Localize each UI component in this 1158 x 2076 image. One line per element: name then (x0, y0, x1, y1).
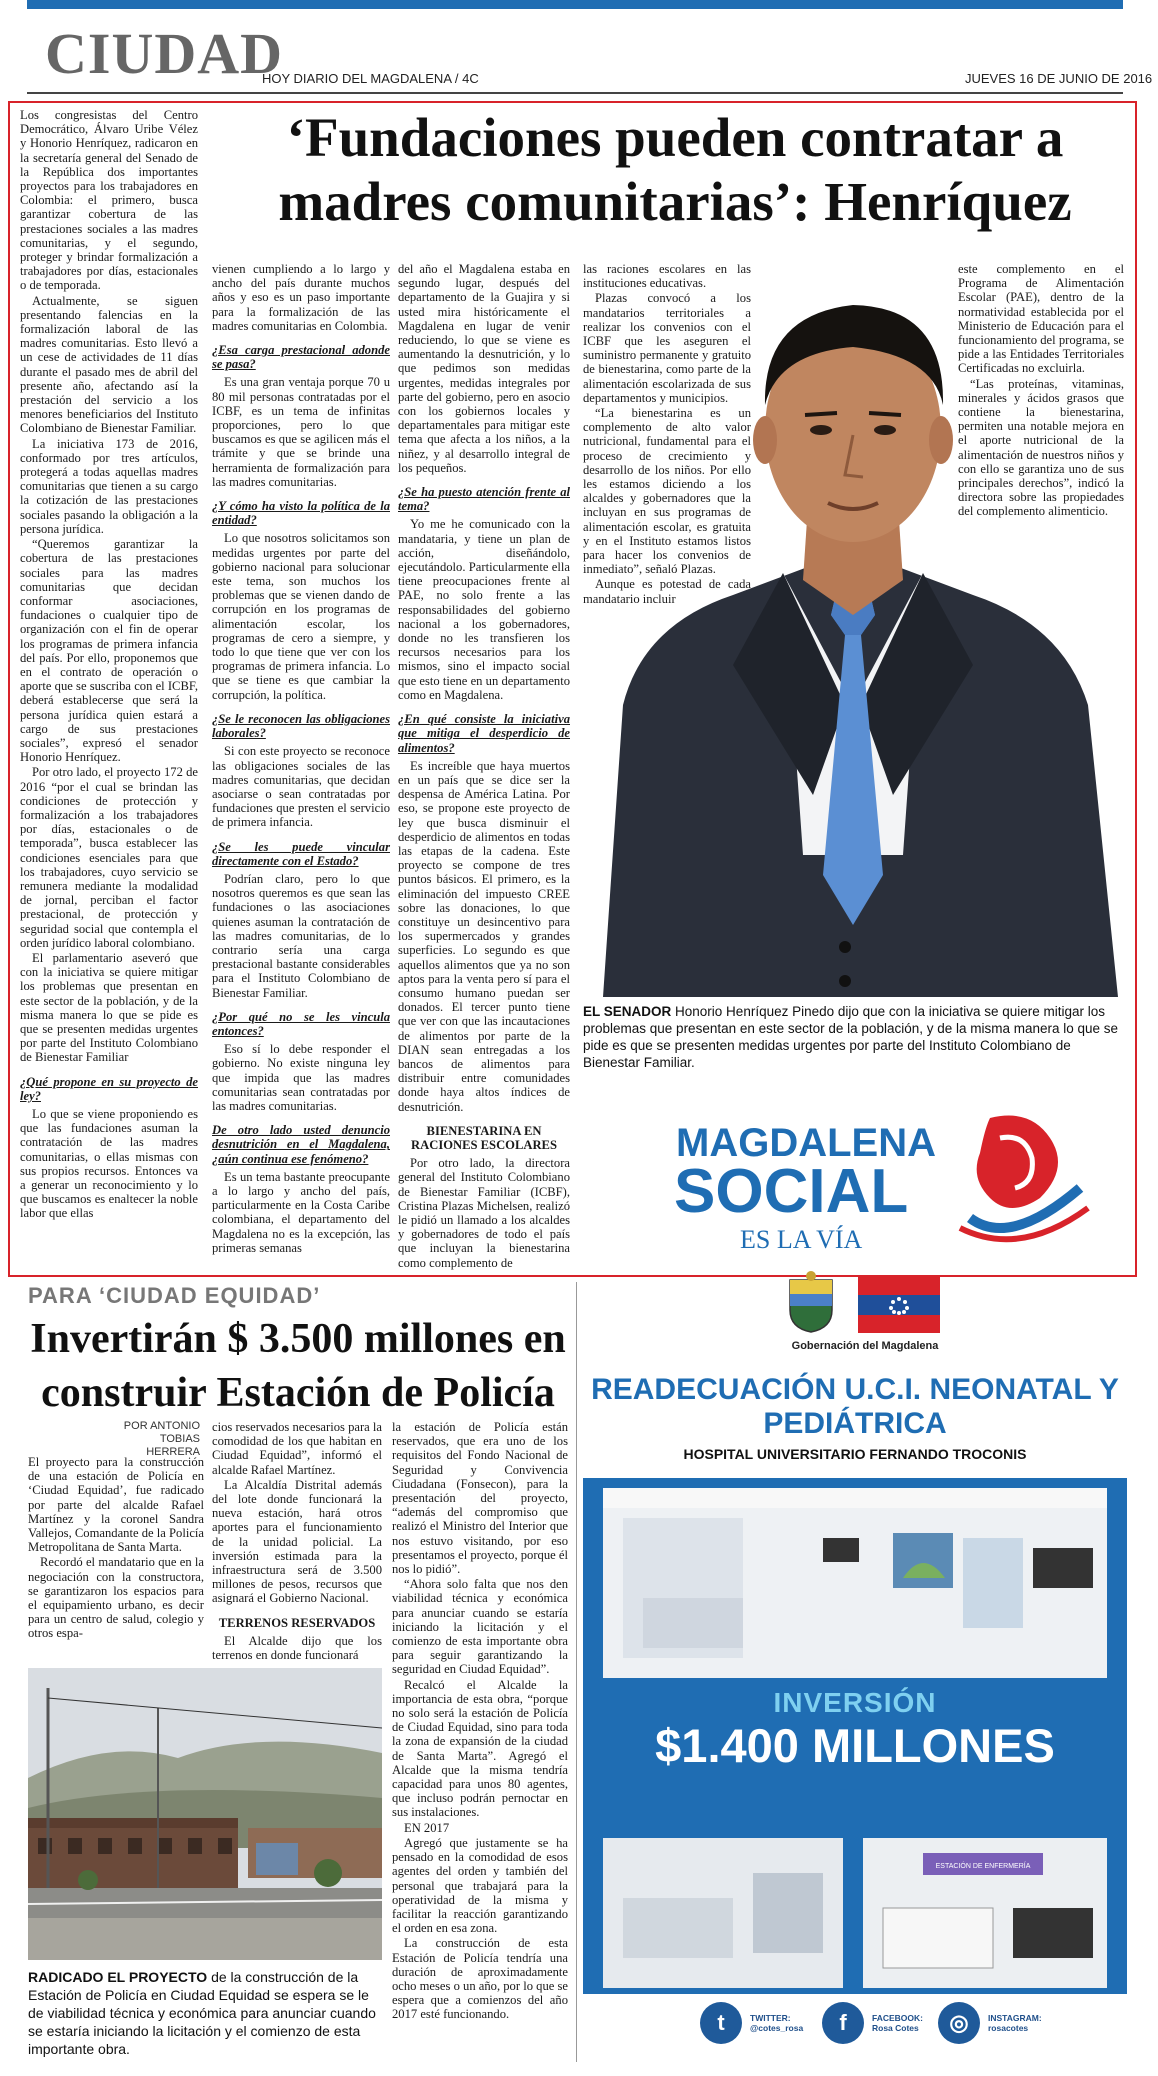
answer-paragraph: Lo que se viene proponiendo es que las fundaciones asuman la contratación de las madres comunitarias, o ellas mismas con sus propios recursos. Entonces va a generar un reconocimiento y lo que buscamos es enaltecer la noble labor que ellas (20, 1107, 198, 1221)
photo-caption (583, 1003, 1128, 1071)
answer-paragraph: Es una gran ventaja porque 70 u 80 mil personas contratadas por el ICBF, es un tema de infinitas proporciones, pero lo que buscamos es que se agilicen más el trámite y que se brinde una herramienta de formalización para las madres comunitarias. (212, 375, 390, 489)
question-heading: ¿En qué consiste la iniciativa que mitiga el desperdicio de alimentos? (398, 712, 570, 755)
answer-paragraph: Si con este proyecto se reconoce las obligaciones sociales de las madres comunitarias, que decidan asociarse o sean contratadas por fundaciones que presten el servicio de primera infancia. (212, 744, 390, 830)
publication-info: HOY DIARIO DEL MAGDALENA / 4C (262, 71, 479, 86)
paragraph: “Queremos garantizar la cobertura de las prestaciones sociales para las madres comunitarias que decidan conformar asociaciones, fundaciones o cualquier tipo de organización con el fin de operar los programas de primera infancia del país. Por ello, proponemos que en el contrato de operación o aporte que se suscriba con el ICBF, deberá establecerse que será la persona jurídica quien estará a cargo de sus prestaciones sociales”, expresó el senador Honorio Henríquez. (20, 537, 198, 765)
question-heading: ¿Esa carga prestacional adonde se pasa? (212, 343, 390, 372)
paragraph: este complemento en el Programa de Alimentación Escolar (PAE), dentro de la normatividad establecida por el Ministerio de Educación para el funcionamiento del programa, se pide a las Entidades Territoriales Certificadas no excluirla. (958, 262, 1124, 376)
main-story-column-2 (212, 262, 390, 1256)
question-heading: ¿Qué propone en su proyecto de ley? (20, 1074, 198, 1103)
main-headline: ‘Fundaciones pueden contratar a madres comunitarias’: Henríquez (278, 107, 1072, 232)
question-heading: ¿Por qué no se les vincula entonces? (212, 1009, 390, 1038)
answer-paragraph: Lo que nosotros solicitamos son medidas urgentes por parte del gobierno nacional para solucionar este tema, son muchos los problemas que se vienen dando de corrupción en los programas de alimentación escolar, los programas de cero a siempre, y todo lo que tiene que ver con los programas de primera infancia. Lo que se tiene es que cambiar la corrupción, la política. (212, 531, 390, 702)
question-heading: ¿Se les puede vincular directamente con el Estado? (212, 839, 390, 868)
housing-illustration (28, 1668, 382, 1960)
paragraph: las raciones escolares en las instituciones educativas. (583, 262, 751, 291)
second-story-kicker: PARA ‘CIUDAD EQUIDAD’ (28, 1283, 321, 1308)
paragraph: Los congresistas del Centro Democrático, Álvaro Uribe Vélez y Honorio Henríquez, radicaron en la secretaría general del Senado de la República dos importantes proyectos para los trabajadores en Colombia: el primero, busca garantizar cobertura de las prestaciones sociales a las madres comunitarias, y el segundo, proteger y brindar formalización a trabajadores por días, estacionales o de temporada. (20, 108, 198, 293)
caption-lead: EL SENADOR (583, 1004, 672, 1019)
paragraph: El Alcalde dijo que los terrenos en donde funcionará (212, 1633, 382, 1663)
brand-line-2: SOCIAL (674, 1157, 909, 1226)
magdalena-flag-icon (858, 1277, 940, 1333)
column-divider (576, 1282, 577, 2062)
main-story-column-4 (583, 262, 751, 607)
answer-paragraph: Eso sí lo debe responder el gobierno. No existe ninguna ley que impida que las madres comunitarias sean contratadas por las madres comunitarias. (212, 1042, 390, 1113)
question-heading: ¿Se ha puesto atención frente al tema? (398, 485, 570, 514)
paragraph: Agregó que justamente se ha pensado en la comodidad de esos agentes del orden y también del personal que trabajará para la operatividad de la misma y facilitar la reacción garantizando el orden en esa zona. (392, 1835, 568, 1936)
instagram-text: INSTAGRAM: rosacotes (988, 2013, 1042, 2033)
second-photo-caption (28, 1968, 388, 2058)
paragraph: La construcción de esta Estación de Policía tendría una duración de aproximadamente ocho meses o un año, por lo que se espera que a comienzos del año 2017 esté funcionando. (392, 1936, 568, 2022)
twitter-text: TWITTER: @cotes_rosa (750, 2013, 804, 2033)
caption-text: Honorio Henríquez Pinedo dijo que con la iniciativa se quiere mitigar los problemas que presentan en este sector de la población, y de la misma manera lo que se pide es que se presenten medidas urgentes por parte del Instituto Colombiano de Bienestar Familiar. (583, 1004, 1119, 1070)
rose-icon (960, 1116, 1088, 1240)
paragraph: Aunque es potestad de cada mandatario incluir (583, 577, 751, 606)
answer-paragraph: Por otro lado, la directora general del Instituto Colombiano de Bienestar Familiar (ICBF), Cristina Plazas Michelsen, realizó le pidió un llamado a los alcaldes y gobernadores de todo el país que incluyan la bienestarina como complemento de (398, 1156, 570, 1270)
instagram-icon: ◎ (938, 2002, 980, 2044)
paragraph: cios reservados necesarios para la comodidad de los que habitan en Ciudad Equidad”, informó el alcalde Rafael Martínez. (212, 1420, 382, 1477)
paragraph: “Ahora solo falta que nos den viabilidad técnica y económica para anunciar cuando se estaría iniciando la licitación y el comienzo de esta importante obra para seguir garantizando la seguridad en Ciudad Equidad”. (392, 1577, 568, 1677)
brand-tagline: ES LA VÍA (740, 1225, 863, 1254)
section-title: CIUDAD (45, 21, 283, 86)
investment-value: $1.400 MILLONES (655, 1719, 1055, 1772)
column-4-paragraphs (583, 262, 751, 606)
paragraph: El parlamentario aseveró que con la iniciativa se quiere mitigar los problemas que presentan en este sector de la población, y de la misma manera lo que se pide es que se presenten medidas urgentes por parte del Instituto Colombiano de Bienestar Familiar (20, 950, 198, 1065)
second-column-3-paragraphs (392, 1420, 568, 2022)
magdalena-social-logo (670, 1108, 1090, 1258)
facebook-icon: f (822, 2002, 864, 2044)
paragraph: Por otro lado, el proyecto 172 de 2016 “por el cual se brindan las condiciones de protección y formalización a los trabajadores por días, estacionales o de temporada”, busca establecer las condiciones esenciales para que los trabajadores, cuyo servicio se remunera mediante la modalidad de jornal, perciban el factor prestacional, de protección y seguridad social que contempla el orden jurídico laboral colombiano. (20, 765, 198, 950)
government-label: Gobernación del Magdalena (791, 1340, 939, 1352)
brand-logo (670, 1108, 1090, 1258)
question-heading: ¿Se le reconocen las obligaciones laborales? (212, 711, 390, 741)
second-column-1-paragraphs (28, 1455, 204, 1641)
caption-lead: RADICADO EL PROYECTO (28, 1969, 208, 1985)
paragraph: Plazas convocó a los mandatarios territoriales a realizar los convenios con el ICBF que les aseguren el suministro permanente y gratuito de bienestarina, como parte de la alimentación escolarizada de sus departamentos y municipios. (583, 291, 751, 405)
header-rule (27, 92, 1123, 94)
answer-paragraph: Yo me he comunicado con la mandataria, y tiene un plan de acción, diseñándolo, ejecutándolo. Particularmente ella tiene preocupaciones frente al PAE, no solo frente a las responsabilidades del gobierno nacional a los gobernadores, donde no les transfieren los recursos necesarios para los mismos, sino el impacto social que esto tiene en un departamento como en Magdalena. (398, 517, 570, 702)
second-story-headline: Invertirán $ 3.500 millones en construir Estación de Policía (30, 1316, 566, 1416)
facebook-link[interactable] (822, 2000, 923, 2046)
investment-label: INVERSIÓN (773, 1687, 937, 1718)
paragraph: del año el Magdalena estaba en segundo lugar, después del departamento de la Guajira y si usted mira históricamente el Magdalena en lugar de venir reduciendo, lo que se viene es aumentando la desnutrición, y lo que pedimos son medidas urgentes, medidas integrales por parte del gobierno, pero en asocio con los gobiernos locales y departamentales para mitigar este tema que afecta a los niños, a la niñez, y al desarrollo integral de los pequeños. (398, 262, 570, 475)
second-column-2-paragraphs (212, 1420, 382, 1606)
main-story-column-3 (398, 262, 570, 1271)
paragraph: La Alcaldía Distrital además del lote donde funcionará la nueva estación, hará otros aportes para el funcionamiento de la unidad policial. La inversión estimada para la infraestructura será de 3.500 millones de pesos, recursos que asignará el Gobierno Nacional. (212, 1477, 382, 1606)
second-story-column-1 (28, 1455, 204, 1642)
paragraph: la estación de Policía están reservados, que era uno de los requisitos del Fondo Nacional de Seguridad y Convivencia Ciudadana (Fonsecon), para la presentación del proyecto, “además del compromiso que realizó el Ministro del Interior que nos estuvo visitando, por eso presentamos el proyecto, porque él nos lo pidió”. (392, 1420, 568, 1577)
paragraph: EN 2017 (404, 1820, 450, 1835)
second-story-column-3 (392, 1420, 568, 2023)
paragraph: La iniciativa 173 de 2016, conformado por tres artículos, protegerá a todas aquellas madres comunitarias que tienen a su cargo la cotización de las prestaciones sociales pasando la obligación a la persona jurídica. (20, 436, 198, 536)
question-heading: ¿Y cómo ha visto la política de la entidad? (212, 499, 390, 528)
answer-paragraph: Es increíble que haya muertos en un país que se dice ser la despensa de América Latina. Por eso, se propone este proyecto de ley que busca disminuir el desperdicio de alimentos en todas las etapas de la cadena. Este proyecto se compone de tres puntos básicos. El primero, es la eliminación del impuesto CREE sobre las donaciones, lo que constituye un desincentivo para los supermercados y grandes superficies. Lo segundo es que aquellos alimentos que ya no son aptos para la venta pero sí para el consumo humano puedan ser donados. El tercer punto tiene que ver con que las incautaciones de alimentos por parte de la DIAN sean entregadas a los bancos de alimentos para distribuir entre comunidades donde haya altos índices de desnutrición. (398, 758, 570, 1114)
answer-paragraph: Es un tema bastante preocupante a lo largo y ancho del país, particularmente en la Costa Caribe colombiana, el departamento del Magdalena no es la excepción, las primeras semanas (212, 1169, 390, 1255)
paragraph: Recordó el mandatario que en la negociación con la constructora, se garantizaron los espacios para el equipamiento urbano, es decir para un centro de salud, colegio y otros espa- (28, 1555, 204, 1641)
facebook-text: FACEBOOK: Rosa Cotes (872, 2013, 923, 2033)
construction-photo (28, 1668, 382, 1960)
top-color-bar (27, 0, 1123, 9)
nursing-station-sign: ESTACIÓN DE ENFERMERÍA (935, 1863, 1031, 1870)
ad-title: READECUACIÓN U.C.I. NEONATAL Y PEDIÁTRICA (591, 1373, 1119, 1440)
twitter-icon: t (700, 2002, 742, 2044)
paragraph: Recalcó el Alcalde la importancia de esta obra, “porque no solo será la estación de Policía de Ciudad Equidad, sino para toda la zona de expansión de la ciudad de Santa Marta”. Agregó el Alcalde que la misma tendría capacidad para unos 80 agentes, que incluso podrán pernoctar en sus instalaciones. (392, 1677, 568, 1820)
ad-hospital: HOSPITAL UNIVERSITARIO FERNANDO TROCONIS (683, 1446, 1027, 1462)
caption-text: de la construcción de la Estación de Policía en Ciudad Equidad se espera se le de viabilidad técnica y económica para anunciar cuando se estaría iniciando la licitación y el comienzo de esta importante obra. (28, 1969, 376, 2057)
column-5-paragraphs (958, 262, 1124, 519)
question-heading: De otro lado usted denuncio desnutrición en el Magdalena, ¿aún continua ese fenómeno? (212, 1123, 390, 1166)
subhead: TERRENOS RESERVADOS (218, 1615, 376, 1630)
paragraph: “Las proteínas, vitaminas, minerales y ácidos grasos que contiene la bienestarina, permiten una notable mejora en el aporte nutricional de la alimentación de nuestros niños y con ello se garantiza uno de sus principales derechos”, indicó la directora sobre las propiedades del complemento alimenticio. (958, 376, 1124, 519)
issue-date: JUEVES 16 DE JUNIO DE 2016 (965, 71, 1153, 86)
instagram-link[interactable] (938, 2000, 1042, 2046)
brand-line-1: MAGDALENA (676, 1121, 936, 1165)
column-1-paragraphs (20, 108, 198, 1065)
answer-paragraph: Podrían claro, pero lo que nosotros queremos es que sean las fundaciones o las asociaciones quienes asuman la contratación de las madres comunitarias, de lo contrario sería una carga prestacional bastante considerables para el Instituto Colombiano de Bienestar Familiar. (212, 871, 390, 1000)
paragraph: vienen cumpliendo a lo largo y ancho del país durante muchos años y eso es un paso importante para la formalización de las madres comunitarias en Colombia. (212, 262, 390, 333)
byline: POR ANTONIO TOBIAS HERRERA (123, 1420, 200, 1458)
paragraph: El proyecto para la construcción de una estación de Policía en ‘Ciudad Equidad’, fue radicado por parte del alcalde Rafael Martínez y la coronel Sandra Vallejos, Comandante de la Policía Metropolitana de Santa Marta. (28, 1455, 204, 1555)
twitter-link[interactable] (700, 2000, 803, 2046)
paragraph: “La bienestarina es un complemento de alto valor nutricional, fundamental para el proceso de crecimiento y desarrollo de los niños. Por ello les estamos diciendo a los alcaldes y gobernadores que la incluyan en sus programas de alimentación escolar, es gratuita y en el Instituto estamos listos para hacer los convenios de inmediato”, señaló Plazas. (583, 406, 751, 577)
paragraph: Actualmente, se siguen presentando falencias en la formalización laboral de las madres comunitarias. Esto llevó a un cese de actividades de 11 días durante el pasado mes de abril del presente año, afectando así la prestación del servicio a los menores beneficiarios del Instituto Colombiano de Bienestar Familiar. (20, 293, 198, 436)
subhead: BIENESTARINA EN RACIONES ESCOLARES (411, 1123, 557, 1152)
second-story-column-2 (212, 1420, 382, 1663)
main-story-column-1 (20, 108, 198, 1222)
main-story-column-5 (958, 262, 1124, 520)
magdalena-crest-icon (786, 1270, 836, 1334)
